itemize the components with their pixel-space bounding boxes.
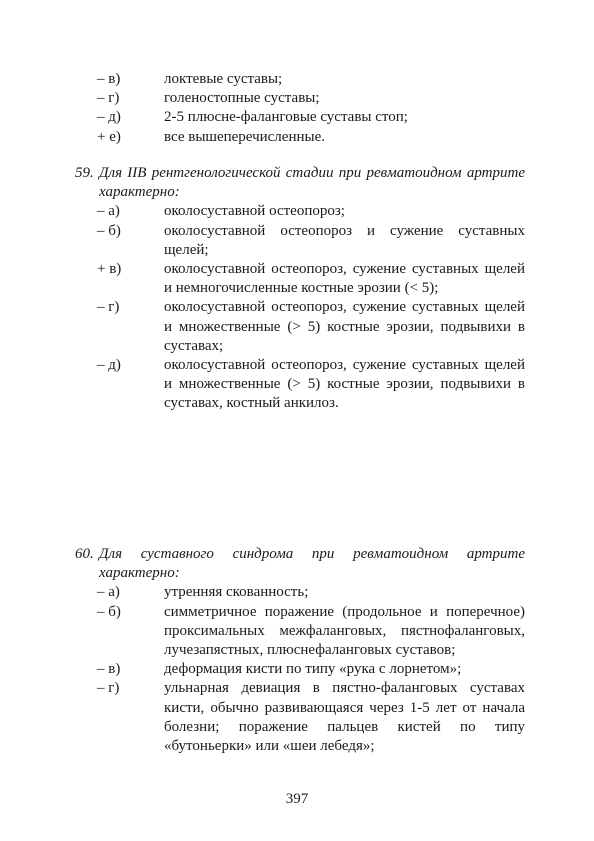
option-text: деформация кисти по типу «рука с лорнетом»; bbox=[164, 661, 462, 678]
continued-options bbox=[75, 70, 525, 147]
option-v bbox=[75, 260, 525, 298]
option-mark: – а) bbox=[97, 203, 120, 220]
option-mark: – б) bbox=[97, 603, 121, 620]
option-mark: – в) bbox=[97, 71, 121, 87]
option-mark: + е) bbox=[97, 128, 121, 145]
option-v bbox=[75, 70, 525, 89]
question-text: Для IIВ рентгенологической стадии при ревматоидном артрите характерно: bbox=[99, 165, 525, 201]
option-a bbox=[75, 583, 525, 602]
option-text: ульнарная девиация в пястно-фаланговых суставах кисти, обычно развивающаяся через 1-5 лет от начала болезни; поражение пальцев кистей по типу «бутоньерки» или «шеи лебедя»; bbox=[164, 680, 525, 755]
option-a bbox=[75, 202, 525, 221]
option-mark: – а) bbox=[97, 584, 120, 601]
option-d bbox=[75, 356, 525, 414]
option-mark: – г) bbox=[97, 680, 120, 697]
option-e bbox=[75, 128, 525, 147]
option-b bbox=[75, 603, 525, 661]
option-mark: – г) bbox=[97, 299, 120, 316]
option-g bbox=[75, 298, 525, 356]
question-number: 59. bbox=[75, 165, 94, 181]
option-text: околосуставной остеопороз, сужение суставных щелей и множественные (> 5) костные эрозии, подвывихи в суставах, костный анкилоз. bbox=[164, 357, 525, 412]
question-60 bbox=[75, 545, 525, 756]
option-text: околосуставной остеопороз; bbox=[164, 203, 345, 220]
question-number: 60. bbox=[75, 546, 94, 562]
option-mark: + в) bbox=[97, 261, 122, 278]
option-text: околосуставной остеопороз, сужение суставных щелей и немногочисленные костные эрозии (< 5); bbox=[164, 261, 525, 297]
option-mark: – в) bbox=[97, 661, 121, 678]
page-number: 397 bbox=[285, 791, 309, 807]
option-b bbox=[75, 222, 525, 260]
option-mark: – г) bbox=[97, 90, 120, 107]
option-text: все вышеперечисленные. bbox=[164, 128, 325, 145]
option-mark: – б) bbox=[97, 222, 121, 239]
option-text: околосуставной остеопороз и сужение суставных щелей; bbox=[164, 222, 525, 258]
option-text: голеностопные суставы; bbox=[164, 90, 320, 107]
option-text: симметричное поражение (продольное и поперечное) проксимальных межфаланговых, пястнофаланговых, лучезапястных, плюснефаланговых суставов; bbox=[164, 603, 525, 659]
option-text: 2-5 плюсне-фаланговые суставы стоп; bbox=[164, 109, 408, 126]
question-text: Для суставного синдрома при ревматоидном артрите характерно: bbox=[99, 546, 525, 582]
option-text: околосуставной остеопороз, сужение суставных щелей и множественные (> 5) костные эрозии, подвывихи в суставах; bbox=[164, 299, 525, 354]
option-v bbox=[75, 660, 525, 679]
question-stem bbox=[75, 164, 525, 202]
option-d bbox=[75, 108, 525, 127]
question-59 bbox=[75, 164, 525, 414]
option-g bbox=[75, 89, 525, 108]
option-text: локтевые суставы; bbox=[164, 71, 283, 87]
option-text: утренняя скованность; bbox=[164, 584, 309, 601]
question-stem bbox=[75, 545, 525, 583]
option-g bbox=[75, 679, 525, 756]
option-mark: – д) bbox=[97, 109, 121, 126]
option-mark: – д) bbox=[97, 357, 121, 374]
